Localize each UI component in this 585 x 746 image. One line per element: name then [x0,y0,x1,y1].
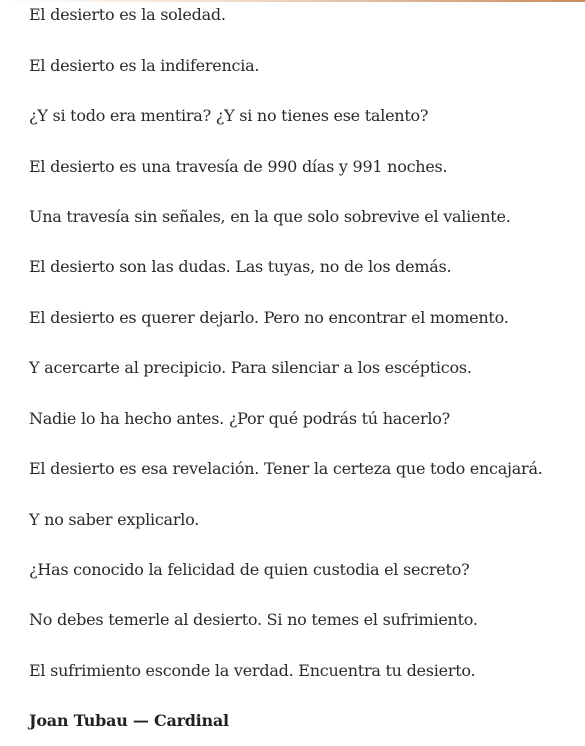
poem-line: Y no saber explicarlo. [29,510,200,529]
poem-line: ¿Has conocido la felicidad de quien custodia el secreto? [29,560,470,579]
poem-line: Y acercarte al precipicio. Para silenciar a los escépticos. [29,358,472,377]
poem-line: ¿Y si todo era mentira? ¿Y si no tienes ese talento? [29,106,429,125]
poem-line: El desierto es esa revelación. Tener la certeza que todo encajará. [29,459,543,478]
signature: Joan Tubau — Cardinal [29,711,229,730]
poem-line: El sufrimiento esconde la verdad. Encuentra tu desierto. [29,661,476,680]
poem-line: El desierto es la indiferencia. [29,56,260,75]
poem-line: Nadie lo ha hecho antes. ¿Por qué podrás tú hacerlo? [29,409,450,428]
poem-line: No debes temerle al desierto. Si no temes el sufrimiento. [29,610,478,629]
poem-line: El desierto son las dudas. Las tuyas, no de los demás. [29,257,452,276]
poem-line: El desierto es una travesía de 990 días y 991 noches. [29,157,448,176]
poem-line: El desierto es la soledad. [29,5,226,24]
poem-line: El desierto es querer dejarlo. Pero no encontrar el momento. [29,308,509,327]
poem-line: Una travesía sin señales, en la que solo sobrevive el valiente. [29,207,511,226]
